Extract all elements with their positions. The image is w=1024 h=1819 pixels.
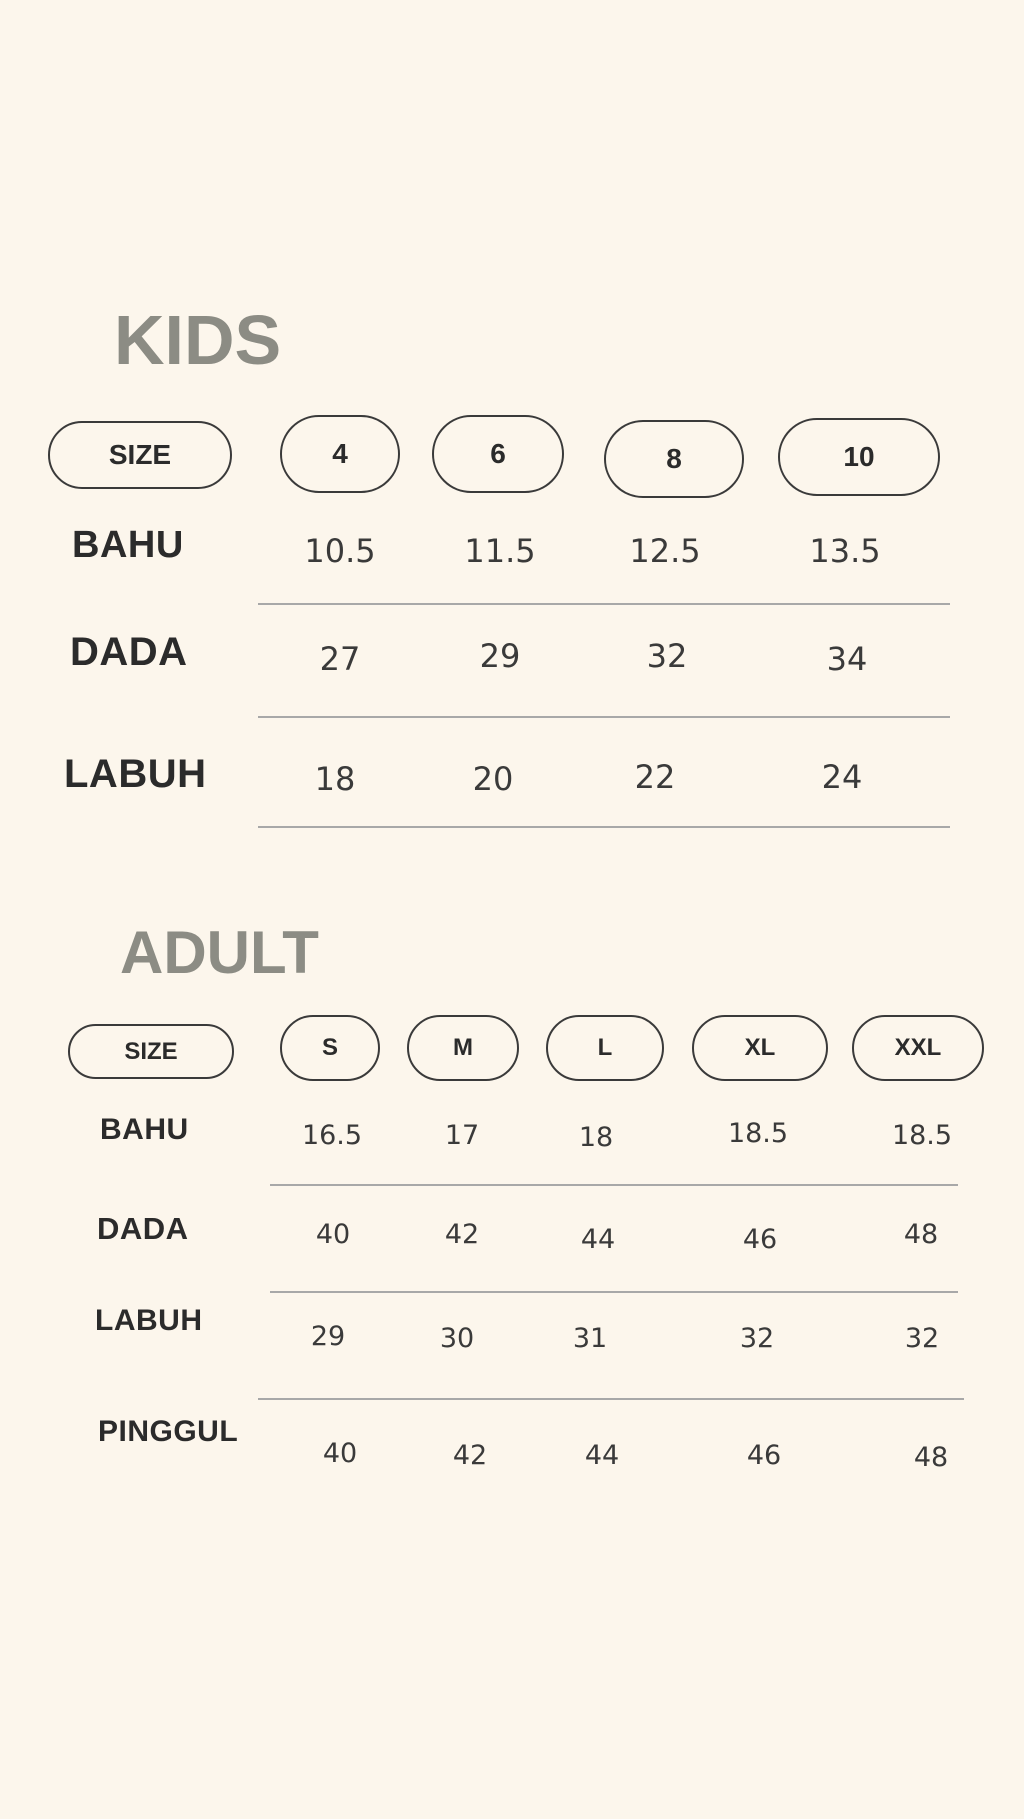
adult-pinggul-xl: 46 [746,1440,782,1471]
kids-divider-3 [258,826,950,828]
kids-size-header: SIZE [48,421,232,489]
kids-divider-2 [258,716,950,718]
kids-size-6: 6 [432,415,564,493]
adult-bahu-xl: 18.5 [727,1118,789,1149]
kids-bahu-10: 13.5 [809,532,881,570]
adult-labuh-l: 31 [572,1323,608,1354]
adult-size-header: SIZE [68,1024,234,1079]
adult-title: ADULT [120,919,319,986]
kids-row-label-dada: DADA [70,630,188,674]
kids-size-4: 4 [280,415,400,493]
kids-dada-4: 27 [319,640,361,678]
kids-labuh-4: 18 [314,760,356,798]
adult-size-m: M [407,1015,519,1081]
kids-size-10: 10 [778,418,940,496]
kids-dada-8: 32 [646,637,688,675]
kids-row-label-bahu: BAHU [72,524,184,566]
kids-labuh-8: 22 [634,758,676,796]
kids-bahu-6: 11.5 [464,532,536,570]
adult-divider-2 [270,1291,958,1293]
adult-labuh-s: 29 [310,1321,346,1352]
adult-size-s: S [280,1015,380,1081]
adult-labuh-m: 30 [439,1323,475,1354]
kids-labuh-10: 24 [821,758,863,796]
adult-dada-xxl: 48 [903,1219,939,1250]
adult-pinggul-xxl: 48 [913,1442,949,1473]
adult-dada-xl: 46 [742,1224,778,1255]
adult-labuh-xxl: 32 [904,1323,940,1354]
kids-row-label-labuh: LABUH [64,752,207,796]
adult-row-label-bahu: BAHU [100,1113,189,1146]
kids-dada-6: 29 [479,637,521,675]
adult-dada-s: 40 [315,1219,351,1250]
kids-title: KIDS [114,301,282,379]
adult-divider-1 [270,1184,958,1186]
kids-bahu-4: 10.5 [304,532,376,570]
adult-bahu-s: 16.5 [301,1120,363,1151]
adult-size-xxl: XXL [852,1015,984,1081]
adult-pinggul-l: 44 [584,1440,620,1471]
adult-bahu-m: 17 [444,1120,480,1151]
adult-row-label-dada: DADA [97,1211,189,1246]
kids-size-8: 8 [604,420,744,498]
kids-divider-1 [258,603,950,605]
adult-size-l: L [546,1015,664,1081]
kids-bahu-8: 12.5 [629,532,701,570]
kids-dada-10: 34 [826,640,868,678]
adult-bahu-l: 18 [578,1122,614,1153]
adult-row-label-pinggul: PINGGUL [98,1415,239,1448]
adult-divider-3 [258,1398,964,1400]
adult-size-xl: XL [692,1015,828,1081]
adult-dada-m: 42 [444,1219,480,1250]
adult-pinggul-m: 42 [452,1440,488,1471]
adult-row-label-labuh: LABUH [95,1304,203,1337]
adult-pinggul-s: 40 [322,1438,358,1469]
adult-dada-l: 44 [580,1224,616,1255]
adult-labuh-xl: 32 [739,1323,775,1354]
kids-labuh-6: 20 [472,760,514,798]
adult-bahu-xxl: 18.5 [891,1120,953,1151]
